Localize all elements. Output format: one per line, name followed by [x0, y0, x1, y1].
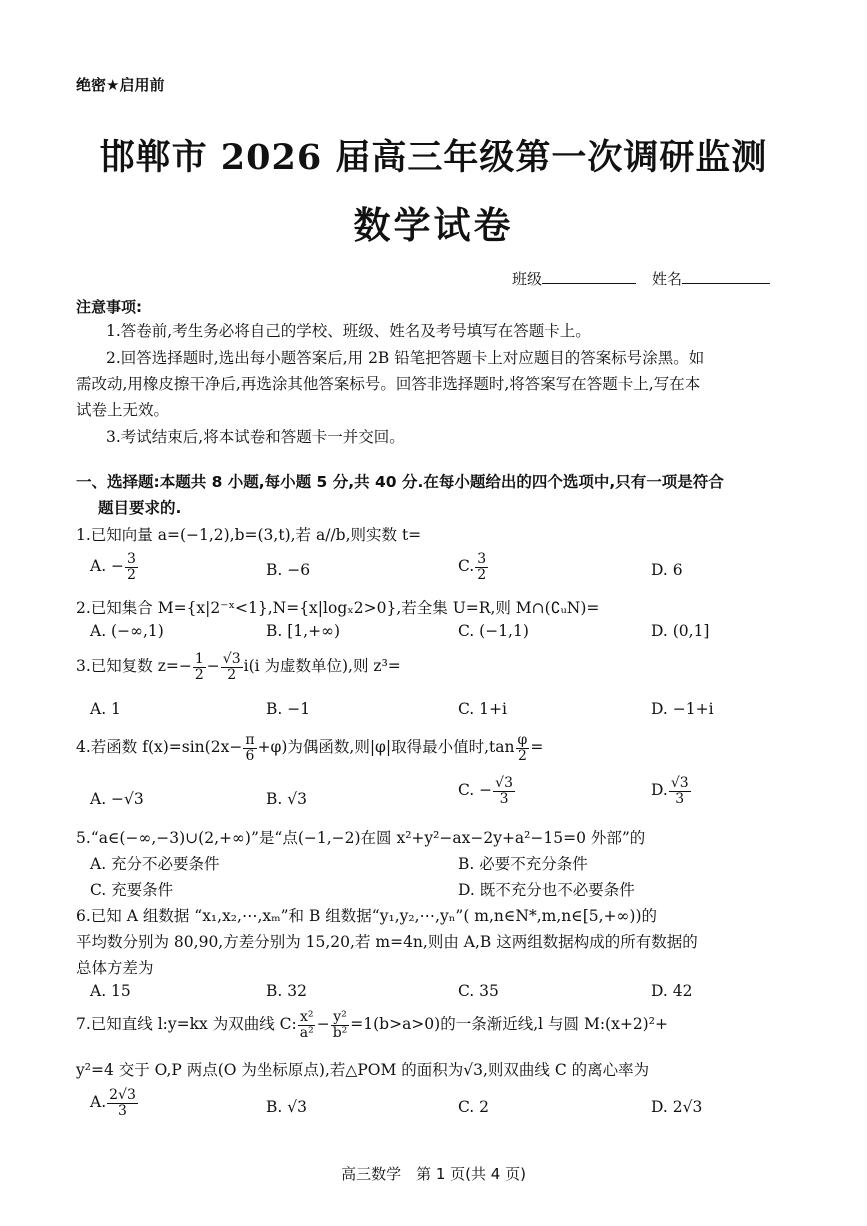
- fraction: $\frac{3}{2}$: [127, 551, 136, 583]
- question-7-option-a: A. $\frac{2√3}{3}$: [90, 1087, 136, 1119]
- question-2-option-d: D. (0,1]: [651, 622, 710, 640]
- question-7-option-c: C. 2: [458, 1098, 490, 1116]
- question-1-stem: 1.已知向量 a=(−1,2),b=(3,t),若 a//b,则实数 t=: [76, 526, 422, 544]
- fraction: $\frac{√3}{3}$: [670, 775, 689, 807]
- question-3-option-a: A. 1: [90, 700, 121, 718]
- question-7-option-d: D. 2√3: [651, 1098, 703, 1116]
- question-7-option-b: B. √3: [266, 1098, 307, 1116]
- class-field: [512, 268, 636, 289]
- question-5-option-d: D. 既不充分也不必要条件: [458, 881, 635, 899]
- question-2-option-b: B. [1,+∞): [266, 622, 341, 640]
- question-1-option-a: A. − $\frac{3}{2}$: [90, 551, 136, 583]
- fraction: $\frac{\pi}{6}$: [245, 732, 255, 764]
- question-1-option-c: C. $\frac{3}{2}$: [458, 551, 487, 583]
- notice-item-1: 1.答卷前,考生务必将自己的学校、班级、姓名及考号填写在答题卡上。: [106, 322, 591, 340]
- question-4-option-b: B. √3: [266, 790, 307, 808]
- question-4-option-d: D. $\frac{√3}{3}$: [651, 775, 689, 807]
- question-5-option-b: B. 必要不充分条件: [458, 855, 588, 873]
- name-field: [652, 268, 770, 289]
- question-6-line-1: 6.已知 A 组数据 “x₁,x₂,⋯,xₘ”和 B 组数据“y₁,y₂,⋯,yₙ”( m,n∈N*,m,n∈[5,+∞))的: [76, 907, 658, 925]
- question-3-option-d: D. −1+i: [651, 700, 714, 718]
- notice-item-2-line-2: 需改动,用橡皮擦干净后,再选涂其他答案标号。回答非选择题时,将答案写在答题卡上,写在本: [76, 375, 701, 393]
- name-label: 姓名: [652, 270, 683, 288]
- question-4-option-a: A. −√3: [90, 790, 144, 808]
- fraction: $\frac{\text{y²}}{\text{b²}}$: [332, 1009, 348, 1041]
- question-2-option-c: C. (−1,1): [458, 622, 529, 640]
- question-3-option-b: B. −1: [266, 700, 311, 718]
- notice-item-3: 3.考试结束后,将本试卷和答题卡一并交回。: [106, 428, 405, 446]
- page-footer: 高三数学 第 1 页(共 4 页): [341, 1165, 526, 1183]
- question-5-option-a: A. 充分不必要条件: [90, 855, 220, 873]
- exam-subtitle: 数学试卷: [353, 203, 514, 247]
- question-6-option-a: A. 15: [90, 982, 131, 1000]
- fraction: $\frac{1}{2}$: [194, 651, 204, 683]
- fraction: $\frac{\varphi}{2}$: [517, 732, 528, 764]
- question-6-line-3: 总体方差为: [76, 959, 154, 977]
- question-1-option-b: B. −6: [266, 561, 311, 579]
- notice-item-2-line-1: 2.回答选择题时,选出每小题答案后,用 2B 铅笔把答题卡上对应题目的答案标号涂黑。如: [106, 349, 705, 367]
- notice-item-2-line-3: 试卷上无效。: [76, 401, 170, 419]
- question-3-stem: 3.已知复数 z=− $\frac{1}{2}$ − $\frac{√3}{2}$ i(i 为虚数单位),则 z³=: [76, 651, 401, 683]
- fraction: $\frac{2√3}{3}$: [109, 1087, 136, 1119]
- question-5-option-c: C. 充要条件: [90, 881, 174, 899]
- question-6-line-2: 平均数分别为 80,90,方差分别为 15,20,若 m=4n,则由 A,B 这两组数据构成的所有数据的: [76, 933, 698, 951]
- fraction: $\frac{√3}{2}$: [222, 651, 241, 683]
- question-4-option-c: C. − $\frac{√3}{3}$: [458, 775, 513, 807]
- question-2-option-a: A. (−∞,1): [90, 622, 164, 640]
- section-heading-line-2: 题目要求的.: [98, 499, 182, 517]
- class-label: 班级: [512, 270, 543, 288]
- question-2-stem: 2.已知集合 M={x|2⁻ˣ<1},N={x|logₓ2>0},若全集 U=R,则 M∩(∁ᵤN)=: [76, 599, 600, 617]
- fraction: $\frac{√3}{3}$: [495, 775, 513, 807]
- name-blank: [682, 269, 770, 284]
- fraction: $\frac{3}{2}$: [477, 551, 487, 583]
- question-4-stem: 4.若函数 f(x)=sin(2x− $\frac{\pi}{6}$ +φ)为偶函数,则|φ|取得最小值时,tan $\frac{\varphi}{2}$ =: [76, 732, 544, 764]
- question-6-option-d: D. 42: [651, 982, 693, 1000]
- notice-heading: 注意事项:: [76, 298, 142, 316]
- question-1-option-d: D. 6: [651, 561, 683, 579]
- class-blank: [542, 269, 636, 284]
- question-5-stem: 5.“a∈(−∞,−3)∪(2,+∞)”是“点(−1,−2)在圆 x²+y²−ax−2y+a²−15=0 外部”的: [76, 829, 646, 847]
- question-7-line-1: 7.已知直线 l:y=kx 为双曲线 C: $\frac{\text{x²}}{\text{a²}}$ − $\frac{\text{y²}}{\text{b²}}$ =1(b>a>0)的一条渐近线,l 与圆 M:(x+2)²+: [76, 1009, 668, 1041]
- exam-title: 邯郸市 2026 届高三年级第一次调研监测: [99, 137, 768, 178]
- fraction: $\frac{\text{x²}}{\text{a²}}$: [299, 1009, 314, 1041]
- question-7-line-2: y²=4 交于 O,P 两点(O 为坐标原点),若△POM 的面积为√3,则双曲线 C 的离心率为: [76, 1061, 650, 1079]
- question-3-option-c: C. 1+i: [458, 700, 507, 718]
- confidential-mark: 绝密★启用前: [76, 76, 165, 94]
- question-6-option-c: C. 35: [458, 982, 499, 1000]
- question-6-option-b: B. 32: [266, 982, 307, 1000]
- section-heading-line-1: 一、选择题:本题共 8 小题,每小题 5 分,共 40 分.在每小题给出的四个选项中,只有一项是符合: [76, 473, 724, 491]
